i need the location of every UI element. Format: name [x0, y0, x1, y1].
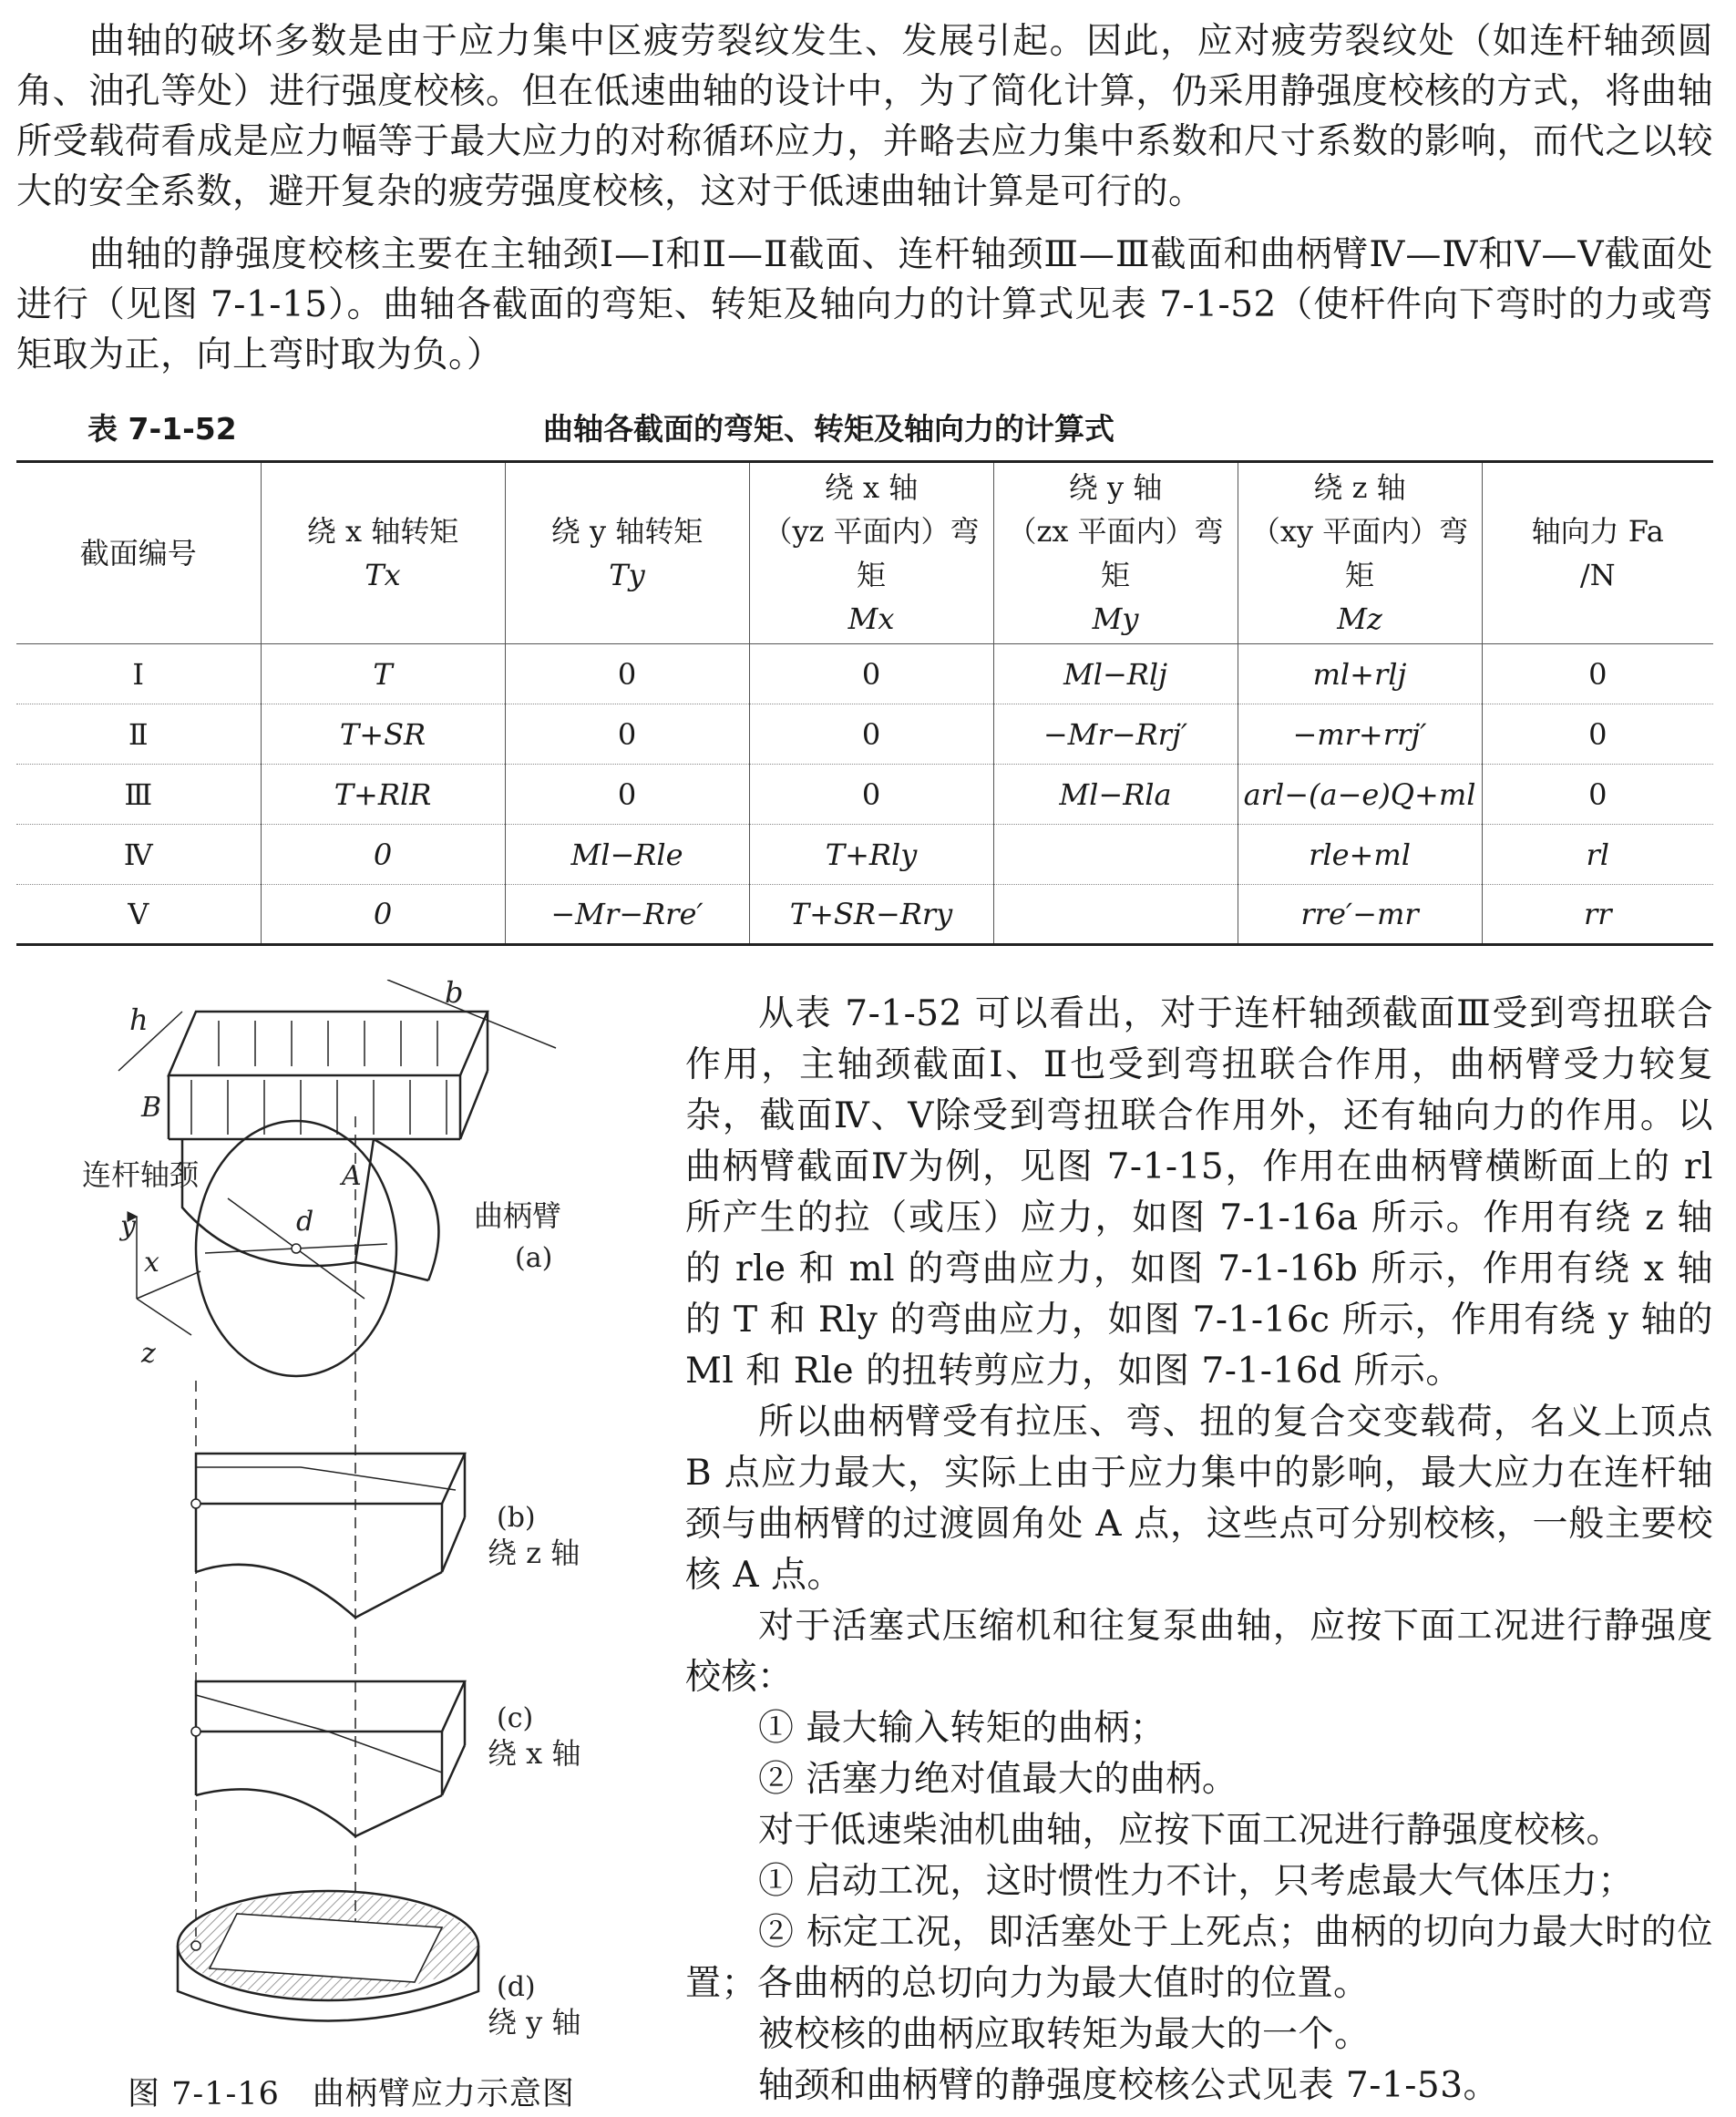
cell-mz: arl−(a−e)Q+ml	[1238, 765, 1482, 825]
cell-tx: 0	[261, 885, 505, 945]
table-row	[16, 644, 1713, 704]
crank-arm-stress-figure	[82, 980, 665, 2055]
cell-fa: rl	[1482, 825, 1713, 885]
cell-mz: ml+rlj	[1238, 644, 1482, 704]
label-h: h	[129, 1002, 149, 1037]
intro-paragraph-2: 曲轴的静强度校核主要在主轴颈Ⅰ—Ⅰ和Ⅱ—Ⅱ截面、连杆轴颈Ⅲ—Ⅲ截面和曲柄臂Ⅳ—Ⅳ和Ⅴ—Ⅴ截面处进行（见图 7-1-15）。曲轴各截面的弯矩、转矩及轴向力的计算式见表 7-1-52（使杆件向下弯时的力或弯矩取为正，向上弯时取为负。）	[16, 234, 1713, 375]
label-d: d	[296, 1206, 314, 1238]
cell-fa: 0	[1482, 704, 1713, 765]
header-section-no: 截面编号	[16, 462, 261, 644]
table-row	[16, 704, 1713, 765]
cell-mz: rle+ml	[1238, 825, 1482, 885]
table-row	[16, 765, 1713, 825]
cell-fa: rr	[1482, 885, 1713, 945]
header-mx: 绕 x 轴 （yz 平面内）弯矩 Mx	[749, 462, 993, 644]
moment-formula-table	[16, 460, 1713, 946]
cell-ty: −Mr−Rre′	[505, 885, 749, 945]
cell-mx: 0	[749, 704, 993, 765]
table-header-row	[16, 462, 1713, 644]
cell-section-id: Ⅰ	[16, 644, 261, 704]
cell-ty: 0	[505, 765, 749, 825]
table-caption	[16, 406, 1713, 451]
cell-tx: 0	[261, 825, 505, 885]
body-paragraph: 所以曲柄臂受有拉压、弯、扭的复合交变载荷，名义上顶点 B 点应力最大，实际上由于应力集中的影响，最大应力在连杆轴颈与曲柄臂的过渡圆角处 A 点，这些点可分别校核，一般主要校核 A 点。	[685, 1402, 1713, 1596]
label-d-axis: 绕 y 轴	[488, 2005, 581, 2040]
cell-my	[993, 885, 1238, 945]
cell-mx: 0	[749, 765, 993, 825]
cell-section-id: Ⅴ	[16, 885, 261, 945]
label-point-a: A	[342, 1160, 362, 1192]
body-paragraph: 被校核的曲柄应取转矩为最大的一个。	[758, 2014, 1371, 2055]
list-item: ② 标定工况，即活塞处于上死点；曲柄的切向力最大时的位置；各曲柄的总切向力为最大值时的位置。	[685, 1912, 1713, 2004]
table-number: 表 7-1-52	[87, 411, 237, 447]
cell-section-id: Ⅲ	[16, 765, 261, 825]
label-arm: 曲柄臂	[474, 1198, 562, 1233]
cell-section-id: Ⅳ	[16, 825, 261, 885]
cell-my: −Mr−Rrj′	[993, 704, 1238, 765]
table-row	[16, 885, 1713, 945]
cell-ty: 0	[505, 704, 749, 765]
header-my: 绕 y 轴 （zx 平面内）弯矩 My	[993, 462, 1238, 644]
label-d-tag: (d)	[497, 1971, 536, 2003]
cell-mz: rre′−mr	[1238, 885, 1482, 945]
body-paragraph: 从表 7-1-52 可以看出，对于连杆轴颈截面Ⅲ受到弯扭联合作用，主轴颈截面Ⅰ、Ⅱ也受到弯扭联合作用，曲柄臂受力较复杂，截面Ⅳ、Ⅴ除受到弯扭联合作用外，还有轴向力的作用。以曲柄臂截面Ⅳ为例，见图 7-1-15，作用在曲柄臂横断面上的 rl 所产生的拉（或压）应力，如图 7-1-16a 所示。作用有绕 z 轴的 rle 和 ml 的弯曲应力，如图 7-1-16b 所示，作用有绕 x 轴的 T 和 Rly 的弯曲应力，如图 7-1-16c 所示，作用有绕 y 轴的 Ml 和 Rle 的扭转剪应力，如图 7-1-16d 所示。	[685, 993, 1713, 1392]
body-paragraph: 对于活塞式压缩机和往复泵曲轴，应按下面工况进行静强度校核：	[685, 1606, 1713, 1698]
cell-my: Ml−Rlj	[993, 644, 1238, 704]
label-c-axis: 绕 x 轴	[488, 1736, 581, 1771]
body-paragraph: 对于低速柴油机曲轴，应按下面工况进行静强度校核。	[758, 1810, 1623, 1851]
label-b-tag: (b)	[497, 1502, 536, 1534]
crank-arm-stress-diagram	[82, 980, 665, 2055]
cell-mx: 0	[749, 644, 993, 704]
label-a: (a)	[515, 1242, 553, 1274]
label-c-tag: (c)	[497, 1702, 534, 1734]
cell-my	[993, 825, 1238, 885]
list-item: ① 启动工况，这时惯性力不计，只考虑最大气体压力；	[758, 1861, 1634, 1902]
header-tx: 绕 x 轴转矩 Tx	[261, 462, 505, 644]
label-b-axis: 绕 z 轴	[488, 1536, 580, 1570]
label-journal: 连杆轴颈	[82, 1157, 200, 1192]
label-point-b: B	[141, 1092, 162, 1124]
intro-paragraph-1: 曲轴的破坏多数是由于应力集中区疲劳裂纹发生、发展引起。因此，应对疲劳裂纹处（如连杆轴颈圆角、油孔等处）进行强度校核。但在低速曲轴的设计中，为了简化计算，仍采用静强度校核的方式，将曲轴所受载荷看成是应力幅等于最大应力的对称循环应力，并略去应力集中系数和尺寸系数的影响，而代之以较大的安全系数，避开复杂的疲劳强度校核，这对于低速曲轴计算是可行的。	[16, 21, 1713, 212]
cell-mx: T+SR−Rry	[749, 885, 993, 945]
list-item: ② 活塞力绝对值最大的曲柄。	[758, 1759, 1238, 1800]
label-y: y	[120, 1210, 136, 1242]
table-row	[16, 825, 1713, 885]
cell-section-id: Ⅱ	[16, 704, 261, 765]
cell-fa: 0	[1482, 765, 1713, 825]
header-ty: 绕 y 轴转矩 Ty	[505, 462, 749, 644]
cell-fa: 0	[1482, 644, 1713, 704]
list-item: ① 最大输入转矩的曲柄；	[758, 1708, 1166, 1749]
table-title: 曲轴各截面的弯矩、转矩及轴向力的计算式	[543, 411, 1115, 447]
cell-ty: Ml−Rle	[505, 825, 749, 885]
header-mz: 绕 z 轴 （xy 平面内）弯矩 Mz	[1238, 462, 1482, 644]
label-z: z	[141, 1338, 156, 1370]
cell-mz: −mr+rrj′	[1238, 704, 1482, 765]
right-column-text	[685, 989, 1713, 2112]
header-fa: 轴向力 Fa /N	[1482, 462, 1713, 644]
cell-my: Ml−Rla	[993, 765, 1238, 825]
cell-tx: T+RlR	[261, 765, 505, 825]
body-paragraph: 轴颈和曲柄臂的静强度校核公式见表 7-1-53。	[758, 2065, 1500, 2106]
cell-ty: 0	[505, 644, 749, 704]
label-x: x	[144, 1247, 159, 1279]
cell-tx: T	[261, 644, 505, 704]
figure-caption: 图 7-1-16 曲柄臂应力示意图	[128, 2076, 575, 2112]
cell-mx: T+Rly	[749, 825, 993, 885]
cell-tx: T+SR	[261, 704, 505, 765]
label-b: b	[445, 980, 464, 1010]
